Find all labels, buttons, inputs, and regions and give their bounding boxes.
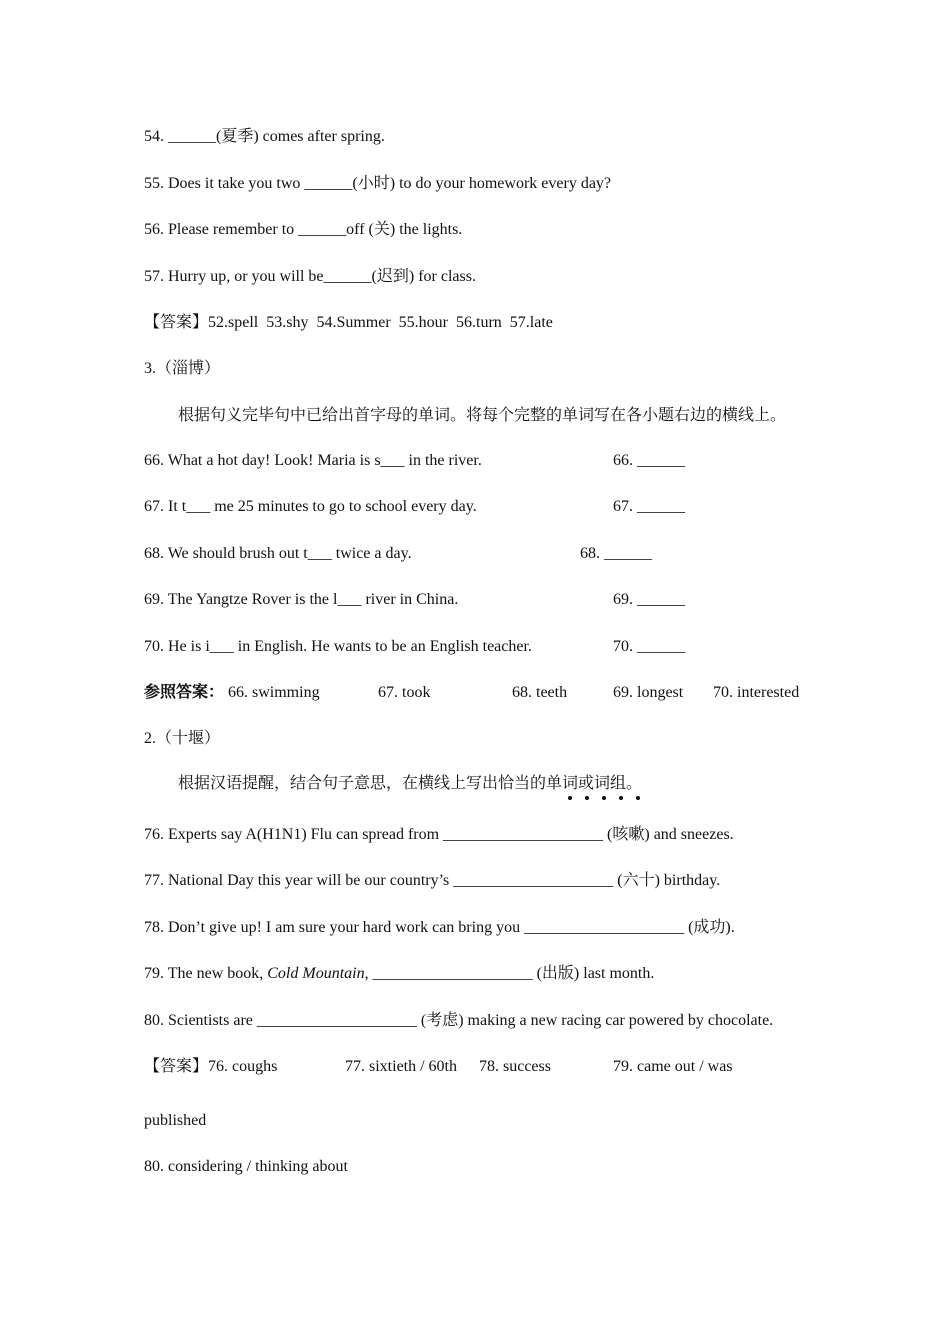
- section-3-instructions: 根据句义完毕句中已给出首字母的单词。将每个完整的单词写在各小题右边的横线上。: [178, 407, 787, 424]
- answer-blank-70: 70. ______: [613, 638, 685, 655]
- answer-52-57: 【答案】52.spell 53.shy 54.Summer 55.hour 56.turn 57.late: [144, 314, 553, 331]
- reference-answer-69: 69. longest: [613, 684, 684, 701]
- question-76: 76. Experts say A(H1N1) Flu can spread from ____________________ (咳嗽) and sneezes.: [144, 826, 734, 843]
- answer-76: 【答案】76. coughs: [144, 1058, 278, 1075]
- question-78: 78. Don’t give up! I am sure your hard work can bring you ____________________ (成功).: [144, 919, 735, 936]
- question-79: [144, 964, 654, 984]
- section-2-title: 2.（十堰）: [144, 730, 221, 747]
- question-79-start: 79. The new book,: [144, 965, 268, 982]
- reference-answer-label: 参照答案：: [144, 684, 225, 701]
- reference-answer-70: 70. interested: [713, 684, 800, 701]
- answer-78: 78. success: [479, 1058, 551, 1075]
- section-2-instructions: 根据汉语提醒，结合句子意思，在横线上写出恰当的单词或词组。: [178, 775, 643, 792]
- question-54: 54. ______(夏季) comes after spring.: [144, 128, 385, 145]
- reference-answer-66: 66. swimming: [228, 684, 320, 701]
- question-79-end: , ____________________ (出版) last month.: [364, 965, 655, 982]
- section-3-title: 3.（淄博）: [144, 360, 221, 377]
- answer-blank-69: 69. ______: [613, 591, 685, 608]
- answer-blank-67: 67. ______: [613, 498, 685, 515]
- reference-answer-68: 68. teeth: [512, 684, 568, 701]
- question-57: 57. Hurry up, or you will be______(迟到) for class.: [144, 268, 476, 285]
- question-77: 77. National Day this year will be our country’s ____________________ (六十) birthday.: [144, 872, 721, 889]
- answer-79: 79. came out / was: [613, 1058, 733, 1075]
- question-67: 67. It t___ me 25 minutes to go to school every day.: [144, 498, 477, 515]
- question-68: 68. We should brush out t___ twice a day.: [144, 545, 412, 562]
- question-56: 56. Please remember to ______off (关) the lights.: [144, 221, 463, 238]
- reference-answer-67: 67. took: [378, 684, 431, 701]
- answer-80: 80. considering / thinking about: [144, 1158, 348, 1175]
- question-70: 70. He is i___ in English. He wants to be an English teacher.: [144, 638, 532, 655]
- answer-blank-68: 68. ______: [580, 545, 652, 562]
- book-title: Cold Mountain: [267, 965, 365, 982]
- question-55: 55. Does it take you two ______(小时) to do your homework every day?: [144, 175, 612, 192]
- answer-blank-66: 66. ______: [613, 452, 685, 469]
- answer-79-continued: published: [144, 1112, 207, 1129]
- question-69: 69. The Yangtze Rover is the l___ river in China.: [144, 591, 459, 608]
- answer-77: 77. sixtieth / 60th: [345, 1058, 457, 1075]
- question-80: 80. Scientists are ____________________ (考虑) making a new racing car powered by chocolate.: [144, 1012, 774, 1029]
- question-66: 66. What a hot day! Look! Maria is s___ in the river.: [144, 452, 482, 469]
